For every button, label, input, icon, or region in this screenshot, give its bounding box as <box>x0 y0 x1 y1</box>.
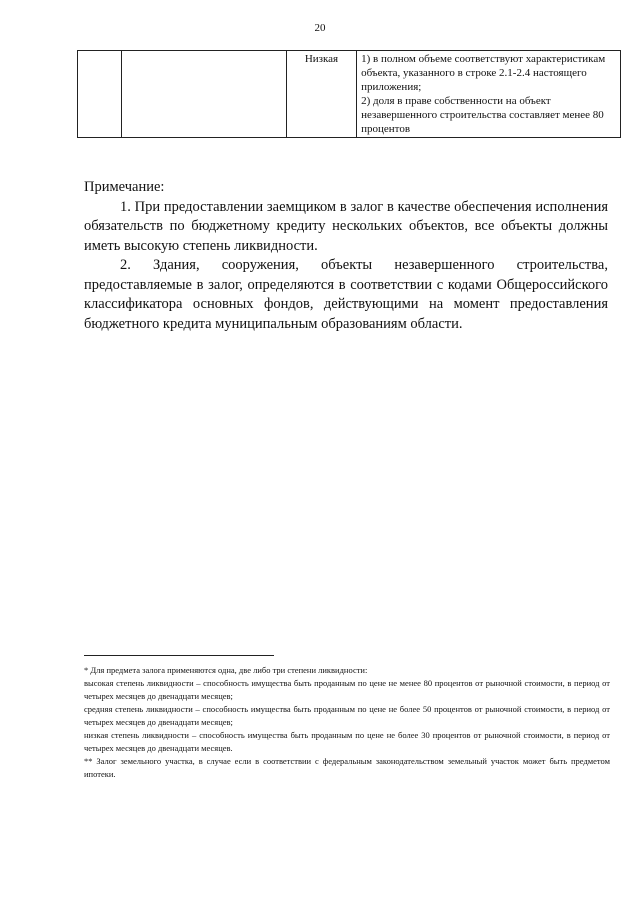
footnote-divider <box>84 655 274 656</box>
table-row <box>78 51 621 138</box>
footnote-1-low: низкая степень ликвидности – способность имущества быть проданным по цене не более 30 процентов от рыночной стоимости, в период от четырех месяцев до двенадцати месяцев. <box>84 730 610 753</box>
table-cell-empty <box>78 51 122 138</box>
footnote-1-intro: * Для предмета залога применяются одна, две либо три степени ликвидности: <box>84 665 368 675</box>
criteria-item-1: 1) в полном объеме соответствуют характеристикам объекта, указанного в строке 2.1-2.4 настоящего приложения; <box>361 53 606 93</box>
criteria-cell <box>357 51 621 138</box>
liquidity-table <box>77 50 621 138</box>
notes-section <box>84 178 608 334</box>
criteria-item-2: 2) доля в праве собственности на объект незавершенного строительства составляет менее 80 процентов <box>361 95 604 135</box>
table-cell-empty <box>121 51 286 138</box>
notes-heading: Примечание: <box>84 179 165 195</box>
footnote-2: ** Залог земельного участка, в случае если в соответствии с федеральным законодательством земельный участок может быть предметом ипотеки. <box>84 756 610 779</box>
note-item-1: 1. При предоставлении заемщиком в залог в качестве обеспечения исполнения обязательств по бюджетному кредиту нескольких объектов, все объекты должны иметь высокую степень ликвидности. <box>84 198 608 254</box>
footnote-1-high: высокая степень ликвидности – способность имущества быть проданным по цене не менее 80 процентов от рыночной стоимости, в период от четырех месяцев до двенадцати месяцев; <box>84 678 610 701</box>
note-item-2: 2. Здания, сооружения, объекты незавершенного строительства, предоставляемые в залог, определяются в соответствии с кодами Общероссийского классификатора основных фондов, действующими на момент предоставления бюджетного кредита муниципальным образованиям области. <box>84 257 608 332</box>
page-number: 20 <box>314 22 326 34</box>
footnotes-section <box>84 664 610 781</box>
footnote-1-medium: средняя степень ликвидности – способность имущества быть проданным по цене не более 50 процентов от рыночной стоимости, в период от четырех месяцев до двенадцати месяцев; <box>84 704 610 727</box>
liquidity-level-cell: Низкая <box>286 51 356 138</box>
